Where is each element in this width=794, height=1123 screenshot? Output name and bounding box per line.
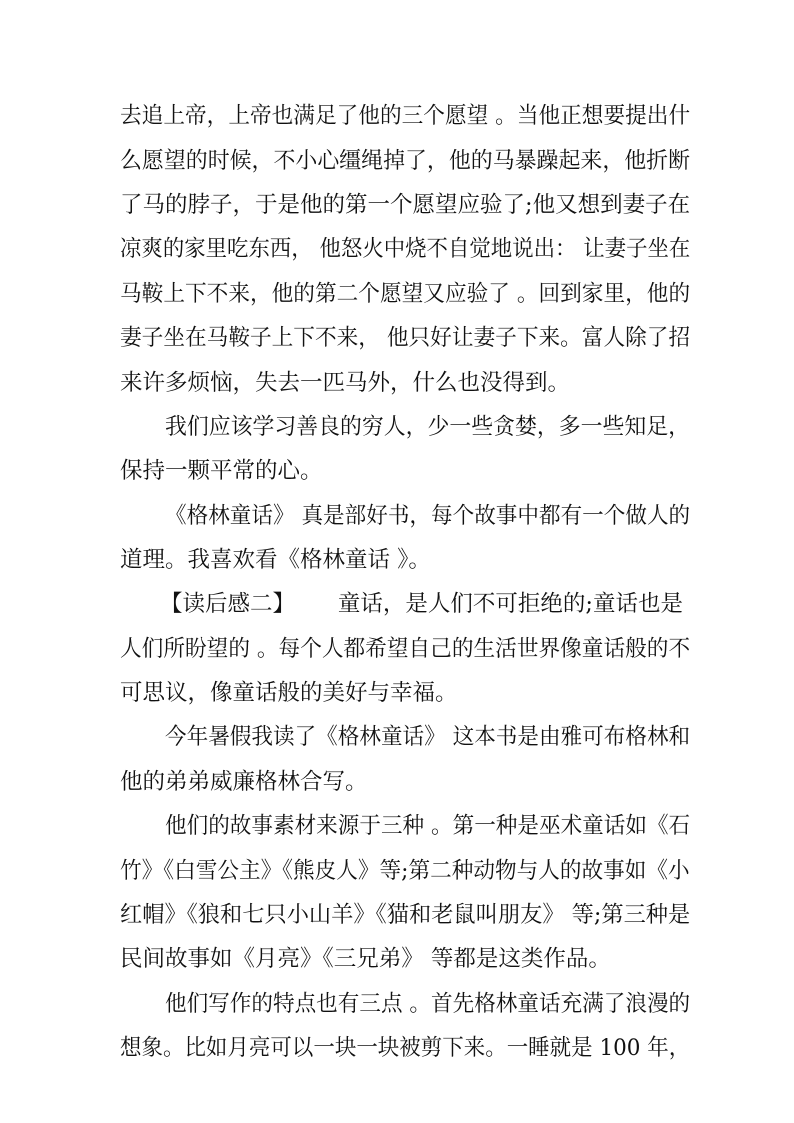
- text-line: 来许多烦恼，失去一匹马外，什么也没得到。: [120, 370, 571, 396]
- text-line: 么愿望的时候，不小心缰绳掉了，他的马暴躁起来，他折断: [120, 148, 691, 174]
- text-line: 我们应该学习善良的穷人，少一些贪婪，多一些知足，: [165, 414, 691, 440]
- text-line: 红帽》《狼和七只小山羊》《猫和老鼠叫朋友》 等;第三种是: [120, 902, 691, 928]
- text-line: 他们的故事素材来源于三种 。第一种是巫术童话如《石: [165, 813, 691, 839]
- text-line: 去追上帝，上帝也满足了他的三个愿望 。当他正想要提出什: [120, 103, 691, 129]
- text-line: 保持一颗平常的心。: [120, 458, 323, 484]
- text-line: 可思议，像童话般的美好与幸福。: [120, 680, 458, 706]
- text-line: 他的弟弟威廉格林合写。: [120, 769, 368, 795]
- text-line: 《格林童话》 真是部好书，每个故事中都有一个做人的: [165, 503, 691, 529]
- text-line: 人们所盼望的 。每个人都希望自己的生活世界像童话般的不: [120, 636, 691, 662]
- text-line: 想象。比如月亮可以一块一块被剪下来。一睡就是 100 年，: [120, 1035, 691, 1061]
- text-line: 道理。我喜欢看《格林童话 》。: [120, 547, 431, 573]
- text-line: 【读后感二】 童话，是人们不可拒绝的;童话也是: [160, 591, 683, 617]
- text-line: 他们写作的特点也有三点 。首先格林童话充满了浪漫的: [165, 991, 691, 1017]
- text-line: 妻子坐在马鞍子上下不来， 他只好让妻子下来。富人除了招: [120, 325, 691, 351]
- text-line: 民间故事如《月亮》《三兄弟》 等都是这类作品。: [120, 946, 611, 972]
- text-line: 凉爽的家里吃东西， 他怒火中烧不自觉地说出： 让妻子坐在: [120, 236, 691, 262]
- text-line: 了马的脖子，于是他的第一个愿望应验了;他又想到妻子在: [120, 192, 691, 218]
- text-line: 竹》《白雪公主》《熊皮人》等;第二种动物与人的故事如《小: [120, 858, 690, 884]
- text-line: 马鞍上下不来，他的第二个愿望又应验了 。回到家里，他的: [120, 281, 691, 307]
- text-line: 今年暑假我读了《格林童话》 这本书是由雅可布格林和: [165, 724, 691, 750]
